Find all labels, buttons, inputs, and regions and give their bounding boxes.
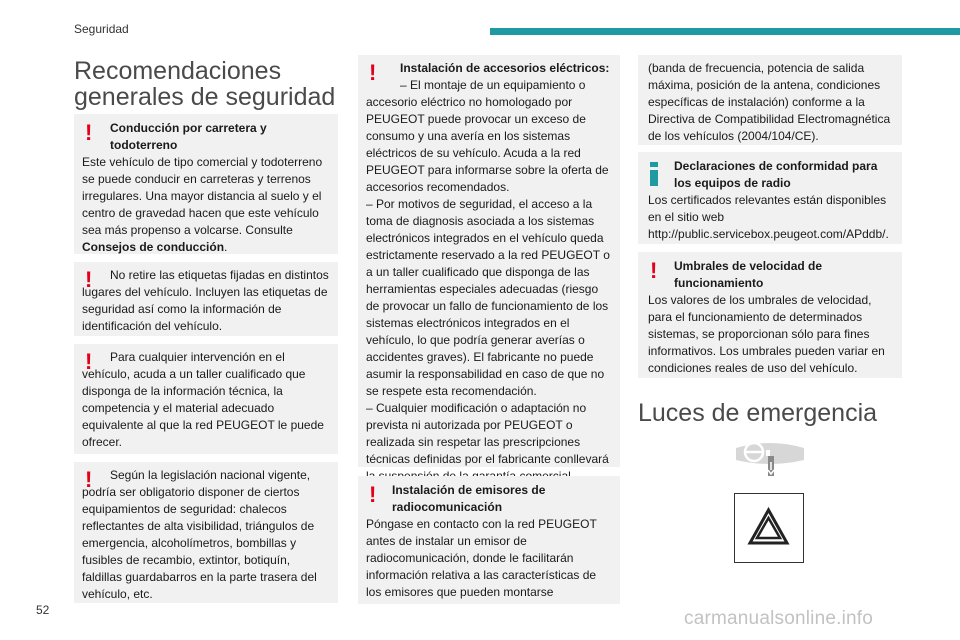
warning-icon: !: [650, 258, 658, 283]
note-paragraph-3: – Cualquier modificación o adaptación no prevista ni autorizada por PEUGEOT o realizada sin respetar las prescripciones técnicas definidas por el fabricante conllevará: [366, 401, 609, 466]
note-body: Para cualquier intervención en el vehículo, acuda a un taller cualificado que disponga de la información técnica, la competencia y el material adecuado equivalente al que la red PEUGEOT le puede ofrecer.: [82, 350, 324, 449]
section-title: Seguridad: [74, 22, 129, 36]
safety-note-offroad: [74, 114, 338, 254]
header-accent-bar: [490, 28, 960, 35]
note-body: Los valores de los umbrales de velocidad, para el funcionamiento de determinados sistemas, se proporcionan sólo para fines informativos. Los umbrales pueden variar en condiciones reales de uso del vehículo.: [648, 293, 885, 375]
dashboard-location-icon: [732, 440, 808, 478]
safety-note-electrical-accessories: [358, 55, 620, 467]
watermark: carmanualsonline.info: [684, 608, 874, 629]
warning-icon: !: [85, 467, 93, 492]
info-icon: [650, 162, 658, 191]
info-icon-glyph: [650, 162, 658, 186]
section-heading-hazard-lights: Luces de emergencia: [638, 399, 878, 427]
hazard-triangle-icon: [735, 494, 802, 561]
note-title: Instalación de emisores de radiocomunicación: [392, 483, 546, 514]
note-title: Conducción por carretera y todoterreno: [110, 121, 267, 152]
warning-icon: !: [369, 482, 377, 507]
note-paragraph-2: – Por motivos de seguridad, el acceso a la toma de diagnosis asociada a los sistemas electrónicos integrados en el vehículo queda estrictamente reservado a la red PEUGEOT o a un taller cualificado que disponga de las herramientas especiales adecuadas (riesgo de provocar un fallo de funcionamiento de los sistemas electrónicos integrados en el vehículo, lo que podría generar averías o accidentes graves). El fabricante no puede asumir la responsabilidad en caso de que no se respete esta recomendación.: [366, 197, 610, 398]
driving-advice-link[interactable]: Consejos de conducción: [82, 240, 225, 254]
note-title: Instalación de accesorios eléctricos:: [400, 61, 610, 75]
hazard-lights-button: [734, 493, 804, 563]
safety-note-equipment: [74, 462, 338, 603]
info-note-conformity: [638, 152, 902, 244]
warning-icon: !: [85, 349, 93, 374]
note-body: Este vehículo de tipo comercial y todoterreno se puede conducir en carreteras y terrenos irregulares. Una mayor distancia al suelo y el centro de gravedad hacen que este vehículo sea más propenso a volcarse. Consulte Consejos de conducción.: [82, 155, 323, 254]
page-number: 52: [36, 603, 50, 617]
safety-note-radio-emitters: [358, 476, 620, 604]
safety-note-speed-thresholds: [638, 252, 902, 378]
note-body: Los certificados relevantes están disponibles en el sitio web http://public.servicebox.peugeot.com/APddb/.: [648, 193, 889, 241]
note-paragraph-1: – El montaje de un equipamiento o accesorio eléctrico no homologado por PEUGEOT puede provocar un exceso de consumo y una avería en los sistemas eléctricos de su vehículo. Acuda a la red PEUGEOT para informarse sobre la oferta de accesorios recomendados.: [366, 78, 609, 194]
warning-icon: !: [85, 120, 93, 145]
note-body: No retire las etiquetas fijadas en distintos lugares del vehículo. Incluyen las etiquetas de seguridad así como la información de identificación del vehículo.: [82, 268, 329, 333]
safety-note-labels: [74, 262, 338, 336]
warning-icon: !: [369, 60, 377, 85]
note-body: Según la legislación nacional vigente, podría ser obligatorio disponer de ciertos equipamientos de seguridad: chalecos reflectantes de alta visibilidad, triángulos de emergencia, alcoholímetros, bombillas y fusibles de recambio, extintor, botiquín, faldillas guardabarros en la parte trasera del vehículo, etc.: [82, 468, 317, 601]
note-title: Umbrales de velocidad de funcionamiento: [674, 259, 823, 290]
note-body: Póngase en contacto con la red PEUGEOT antes de instalar un emisor de radiocomunicación, donde le facilitarán información relativa a las características de los emisores que pueden montarse: [366, 517, 597, 599]
page-heading: Recomendaciones generales de seguridad: [74, 57, 336, 111]
safety-note-workshop: [74, 344, 338, 454]
warning-icon: !: [85, 267, 93, 292]
safety-note-radio-continued: [638, 55, 902, 145]
note-body: (banda de frecuencia, potencia de salida máxima, posición de la antena, condiciones específicas de instalación) conforme a la Directiva de Compatibilidad Electromagnética de los vehículos (2004/104/CE).: [648, 61, 891, 143]
note-title: Declaraciones de conformidad para los equipos de radio: [674, 159, 878, 190]
